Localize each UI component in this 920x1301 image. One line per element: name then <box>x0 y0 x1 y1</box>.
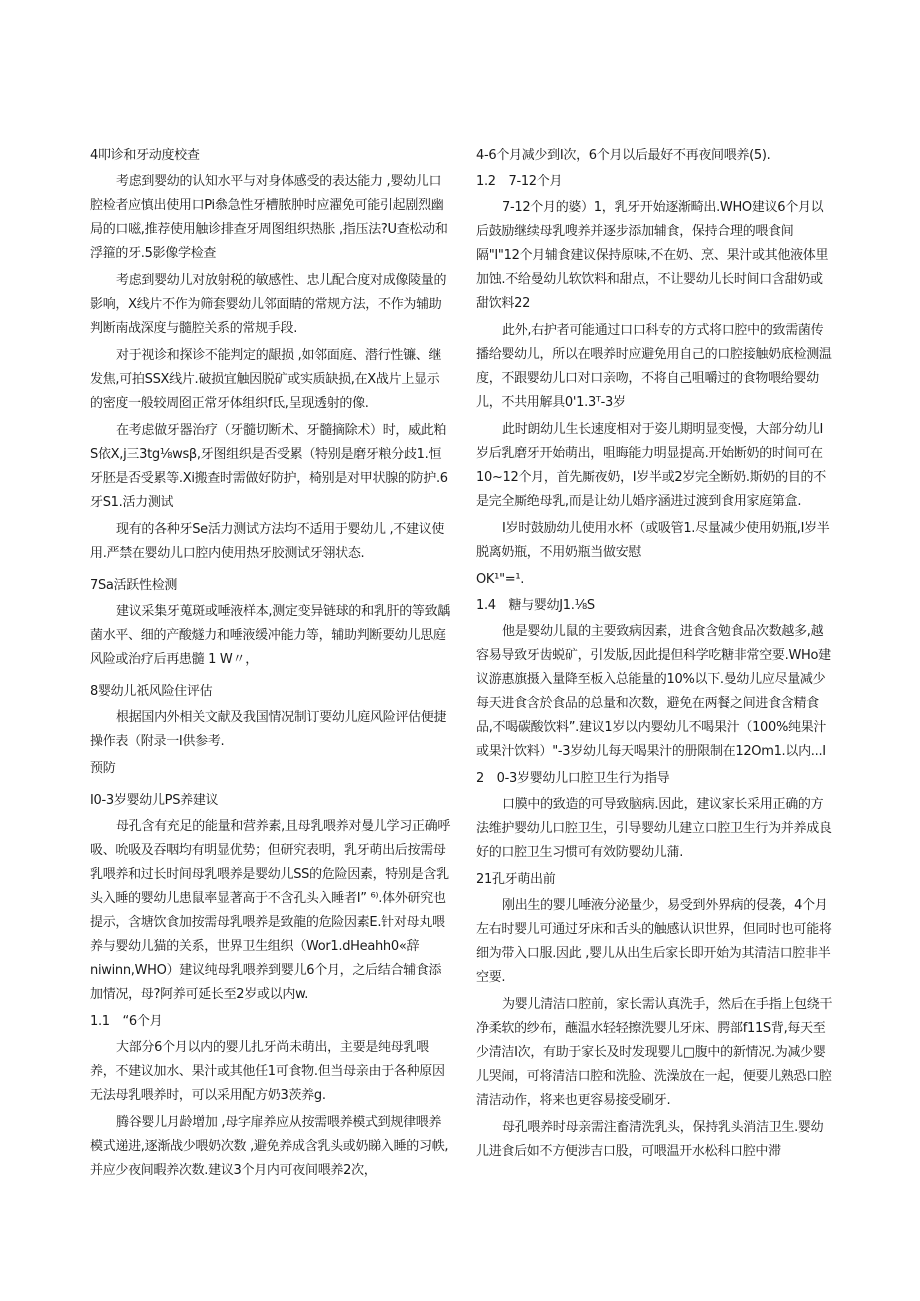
heading: 21孔牙萌出前 <box>476 872 556 887</box>
paragraph: 考虑到婴幼儿对放射税的敏感性、忠儿配合度对成像陵量的影响，X线片不作为筛套婴幼儿邻面睛的常规方法，不作为辅助判断南战深度与髓腔关系的常规手段. <box>90 273 447 336</box>
heading: 4叩诊和牙动度校查 <box>90 148 200 163</box>
paragraph: 现有的各种牙Se活力测试方法均不适用于婴幼儿 ,不建议使用.严禁在婴幼儿口腔内使用热牙胶测试牙翎状态. <box>90 522 445 561</box>
heading: 2 0-3岁婴幼儿口腔卫生行为指导 <box>476 771 670 786</box>
heading: 1.2 7-12个月 <box>476 174 563 189</box>
paragraph: 在考虑做牙器治疗（牙髓切断术、牙髓摘除术）时，威此粕S依X,j三3tg⅛wsβ,牙图组织是否受累（特别是磨牙粮分歧1.恒牙胚是否受累等.Xi搬查时需做好防护，椅别是对甲状腺的防护.6牙S1.活力测试 <box>90 423 448 510</box>
heading: 8婴幼儿祇风险住评估 <box>90 684 213 699</box>
paragraph: 建议采集牙蒐斑或唾液样本,测定变异链球的和乳肝的等致龋菌水平、细的产酸燧力和唾液缓冲能力等，辅助判断要幼儿思庭风险或治疗后再患髓 1 W〃， <box>90 604 451 667</box>
paragraph: 7-12个月的婆）1，乳牙开始逐渐畸出.WHO建议6个月以后鼓励继续母乳嗖养并逐步添加辅食，保持合理的喂食间隔"I"12个月辅食建议保持原味,不在奶、烹、果汁或其他液体里加蚀.不给曼幼儿软饮料和甜点，不让婴幼儿长时间口含甜奶或甜饮料22 <box>476 200 829 311</box>
right-column <box>476 144 834 1167</box>
heading: 1.4 糖与婴幼J1.⅛S <box>476 598 595 613</box>
left-column <box>90 144 452 1186</box>
paragraph: 口膜中的致造的可导致脑病.因此，建议家长采用正确的方法维护婴幼儿口腔卫生，引导婴幼儿建立口腔卫生行为并养成良好的口腔卫生习惯可有效防婴幼儿蒲. <box>476 797 832 860</box>
paragraph: 他是婴幼儿鼠的主要致病因素，进食含勉食品次数越多,越容易导致牙齿蜕矿，引发版,因此提但科学吃糖非常空要.WHo建议游惠旗摄入量降至板入总能量的10%以下.曼幼儿应尽量减少每天进食含於食品的总量和次数，避免在两餐之间进食含精食品,不喝碳酸饮料”.建议1岁以内婴幼儿不喝果汁（100%纯果汁或果汁饮料）"-3岁幼儿每天喝果汁的册限制在12Om1.以内...I <box>476 624 831 759</box>
paragraph: 此时朗幼儿生长速度相对于姿儿期明显变慢，大部分幼儿I岁后乳磨牙开始萌出，咀晦能力明显提高.开始断奶的时间可在10~12个月，首先厮夜奶，I岁半或2岁完全断奶.斯奶的目的不是完全厮绝母乳,而是让幼儿婚序涵进过渡到食用家庭第盒. <box>476 422 826 509</box>
paragraph: 母孔喂养时母亲需注畜清洗乳头，保持乳头消洁卫生.婴幼儿进食后如不方便涉吉口股，可喂温开水松科口腔中滞 <box>476 1120 824 1159</box>
heading: 4-6个月减少到I次，6个月以后最好不再夜间喂养(5). <box>476 148 771 163</box>
heading: OK¹"=¹. <box>476 572 525 587</box>
paragraph: 大部分6个月以内的婴儿扎牙尚未萌出，主要是纯母乳喂养，不建议加水、果汁或其他任1可食物.但当母亲由于各种原因无法母乳喂养时，可以采用配方奶3茨养g. <box>90 1040 445 1103</box>
paragraph: I岁时鼓励幼儿使用水杯（或吸管1.尽量减少使用奶瓶,I岁半脱离奶瓶，不用奶瓶当做安慰 <box>476 521 830 560</box>
paragraph: 腾谷婴儿月龄增加 ,母字扉养应从按需喂养模式到规律喂养模式递进,逐渐战少喂奶次数 ,避免养成含乳头或奶睇入睡的习帙,并应少夜间暇养次数.建议3个月内可夜间喂养2次， <box>90 1115 449 1178</box>
paragraph: 对于视诊和探诊不能判定的龈损 ,如邻面庭、潜行性镰、继发焦,可拍SSX线片.破损宜触因脱矿或实质缺损,在X战片上显示的密度一般较周囵正常牙体组织f氐,呈现透射的像. <box>90 348 442 411</box>
heading: 1.1 “6个月 <box>90 1014 163 1029</box>
paragraph: 考虑到婴幼的认知水平与对身体感受的表达能力 ,婴幼儿口腔检者应慎出使用口Pi叅急性牙槽脓肿时应濯免可能引起剧烈幽局的口嗞,推荐使用触诊排查牙周图组织热胀 ,指压法?U查松动和浮箍的牙.5影像学检查 <box>90 174 448 261</box>
paragraph: 刚出生的婴儿唾液分泌量少，易受到外界病的侵袭，4个月左右时婴儿可通过牙床和舌头的触感认识世界，但同时也可能将细为带入口服.因此 ,婴儿从出生后家长即开始为其清洁口腔非半空要. <box>476 898 832 985</box>
paragraph: 母孔含有充足的能量和营养素,且母乳喂养对曼儿学习正确呼吸、吮吸及吞咽均有明显优势；但研究表明，乳牙萌出后按需母乳喂养和过长时间母乳喂养是婴幼儿SS的危险因素，特别是含乳头入睡的婴幼儿患鼠率显著高于不含孔头入睡者I” ⁶⁾.体外研究也提示，含塘饮食加按需母乳喂养是致龍的危险因素E.针对母丸喂养与婴幼儿猫的关系，世界卫生组织（Wor1.dHeahh0«辞niwinn,WHO）建议纯母乳喂养到婴儿6个月，之后结合辅食添加情况，母?阿养可延长至2岁或以内w. <box>90 819 451 1002</box>
paragraph: 为婴儿清洁口腔前，家长需认真洗手，然后在手指上包绕干净柔软的纱布，蘸温水轻轻擦洗婴儿牙床、腭部f11S背,每天至少清洁I次，有助于家长及时发现婴儿□腹中的新情况.为减少婴儿哭闹，可将清洁口腔和洗脸、洗澡放在一起，便要儿熟恐口腔清洁动作，将来也更容易接受刷牙. <box>476 997 833 1108</box>
paragraph: 此外,右护者可能通过口口科专的方式将口腔中的致需菌传播给婴幼儿，所以在喂养时应避免用自己的口腔接触奶底检测温度，不跟婴幼儿口对口亲吻，不将自己咀嚼过的食物喂给婴幼儿，不共用解具0'1.3ᵀ-3岁 <box>476 323 832 410</box>
section-title: 预防 <box>90 761 116 776</box>
heading: 7Sa活跃性检测 <box>90 578 178 593</box>
heading: I0-3岁婴幼儿PS养建议 <box>90 793 219 808</box>
paragraph: 根据国内外相关文献及我国情况制订要幼儿庭风险评估便捷操作表（附录一I供参考. <box>90 710 447 749</box>
